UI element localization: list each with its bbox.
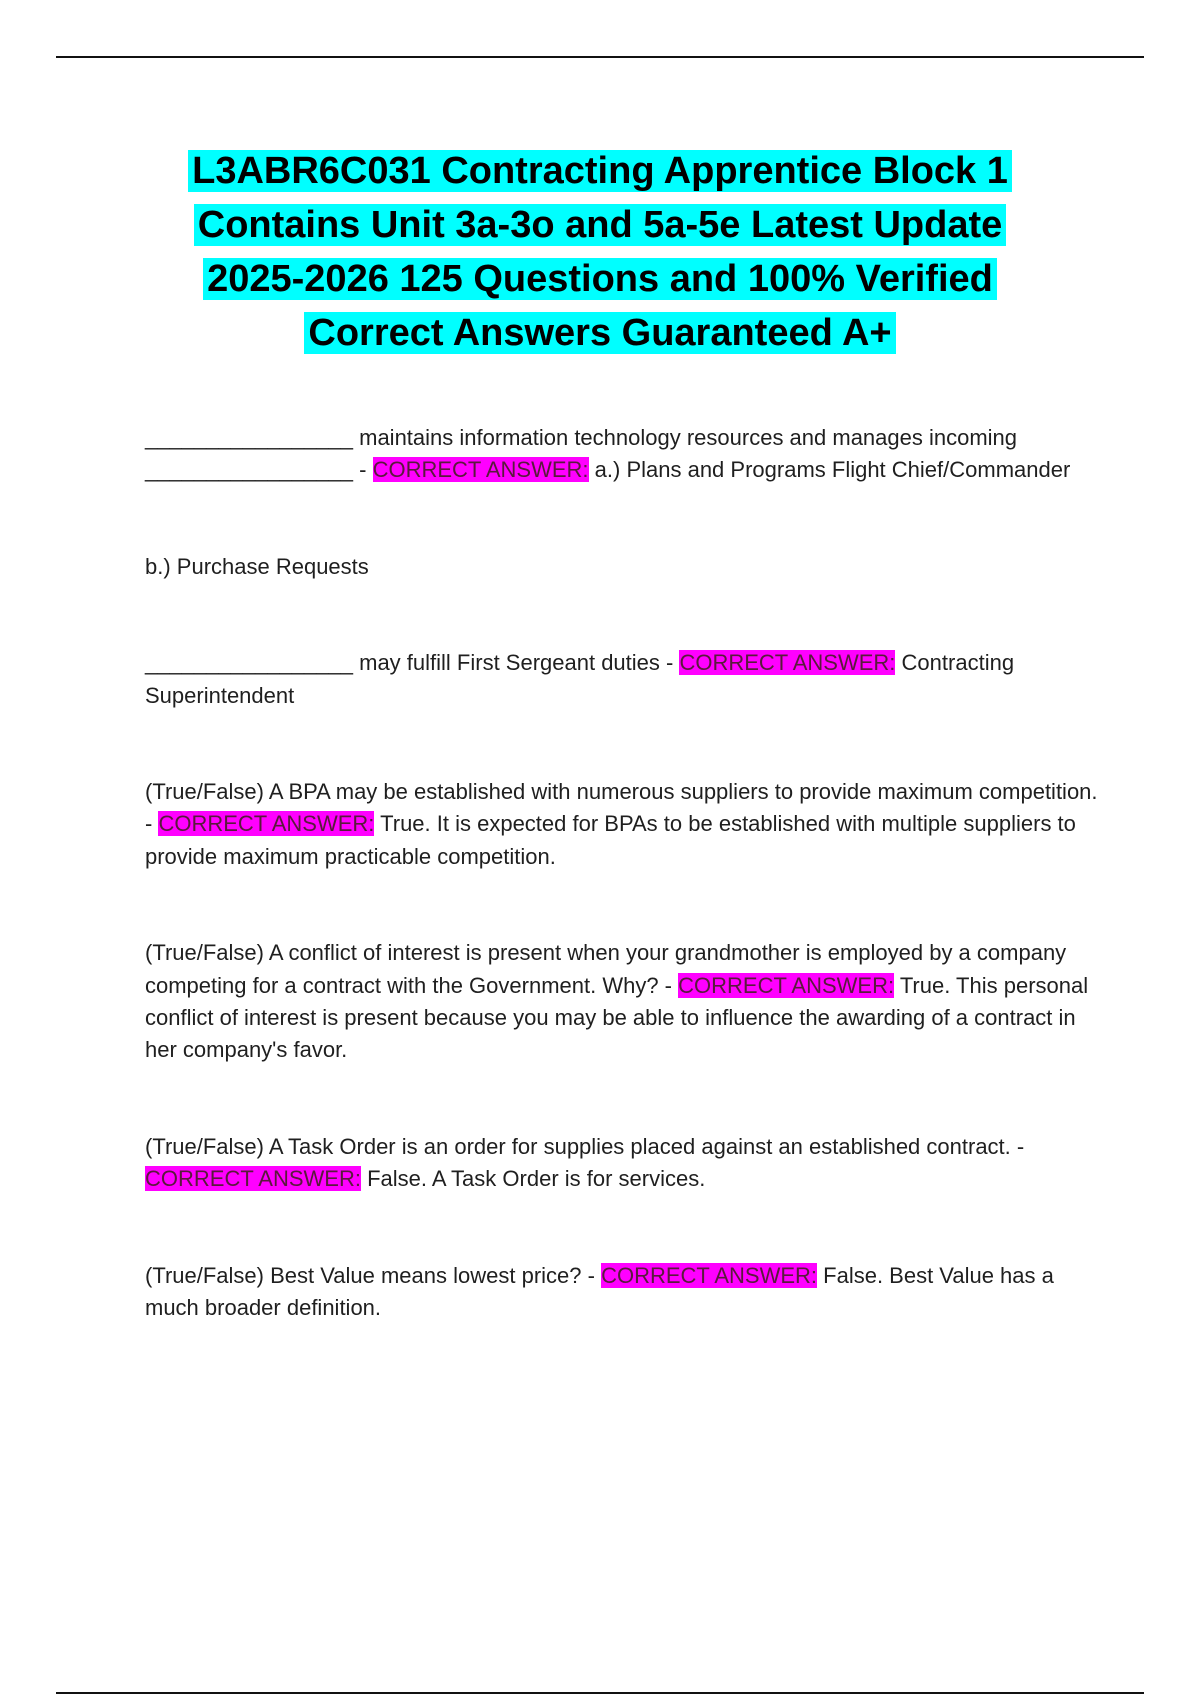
answer-text: False. A Task Order is for services. [367,1166,706,1192]
question-text: _________________ may fulfill First Sergeant duties - [145,650,674,676]
title-line [120,252,1080,306]
correct-answer-label: CORRECT ANSWER: [145,1166,361,1192]
title-line-text: Contains Unit 3a-3o and 5a-5e Latest Update [194,204,1007,246]
question-text: (True/False) A Task Order is an order for supplies placed against an established contract. - [145,1133,1025,1159]
question-text: (True/False) A BPA may be established with numerous suppliers to provide maximum competition. - [145,779,1098,837]
qa-item [145,1131,1100,1196]
answer-text: True. It is expected for BPAs to be established with multiple suppliers to provide maximum practicable competition. [145,811,1076,869]
correct-answer-label: CORRECT ANSWER: [678,972,895,998]
title-line [120,306,1080,360]
answer-text: a.) Plans and Programs Flight Chief/Commander [594,457,1071,483]
document-title [120,144,1080,360]
qa-list [145,422,1100,1389]
qa-item-continuation [145,551,1100,583]
correct-answer-label: CORRECT ANSWER: [679,650,896,676]
qa-item [145,1260,1100,1325]
qa-item [145,422,1100,487]
bottom-divider [56,1692,1144,1694]
qa-item [145,937,1100,1067]
top-divider [56,56,1144,58]
title-line-text: Correct Answers Guaranteed A+ [304,312,895,354]
answer-text: Contracting Superintendent [145,650,1015,708]
answer-continuation-text: b.) Purchase Requests [145,553,369,579]
qa-item [145,776,1100,873]
question-text: _________________ maintains information technology resources and manages incoming _________________ - [145,425,1018,483]
title-line [120,144,1080,198]
answer-text: False. Best Value has a much broader definition. [145,1262,1054,1321]
question-text: (True/False) Best Value means lowest price? - [145,1262,595,1288]
answer-text: True. This personal conflict of interest is present because you may be able to influence the awarding of a contract in her company's favor. [145,972,1089,1063]
title-line-text: 2025-2026 125 Questions and 100% Verified [203,258,997,300]
title-line-text: L3ABR6C031 Contracting Apprentice Block 1 [188,150,1012,192]
correct-answer-label: CORRECT ANSWER: [158,811,375,837]
question-text: (True/False) A conflict of interest is present when your grandmother is employed by a company competing for a contract with the Government. Why? - [145,940,1067,998]
title-line [120,198,1080,252]
qa-item [145,647,1100,712]
correct-answer-label: CORRECT ANSWER: [601,1262,818,1288]
correct-answer-label: CORRECT ANSWER: [372,457,589,483]
